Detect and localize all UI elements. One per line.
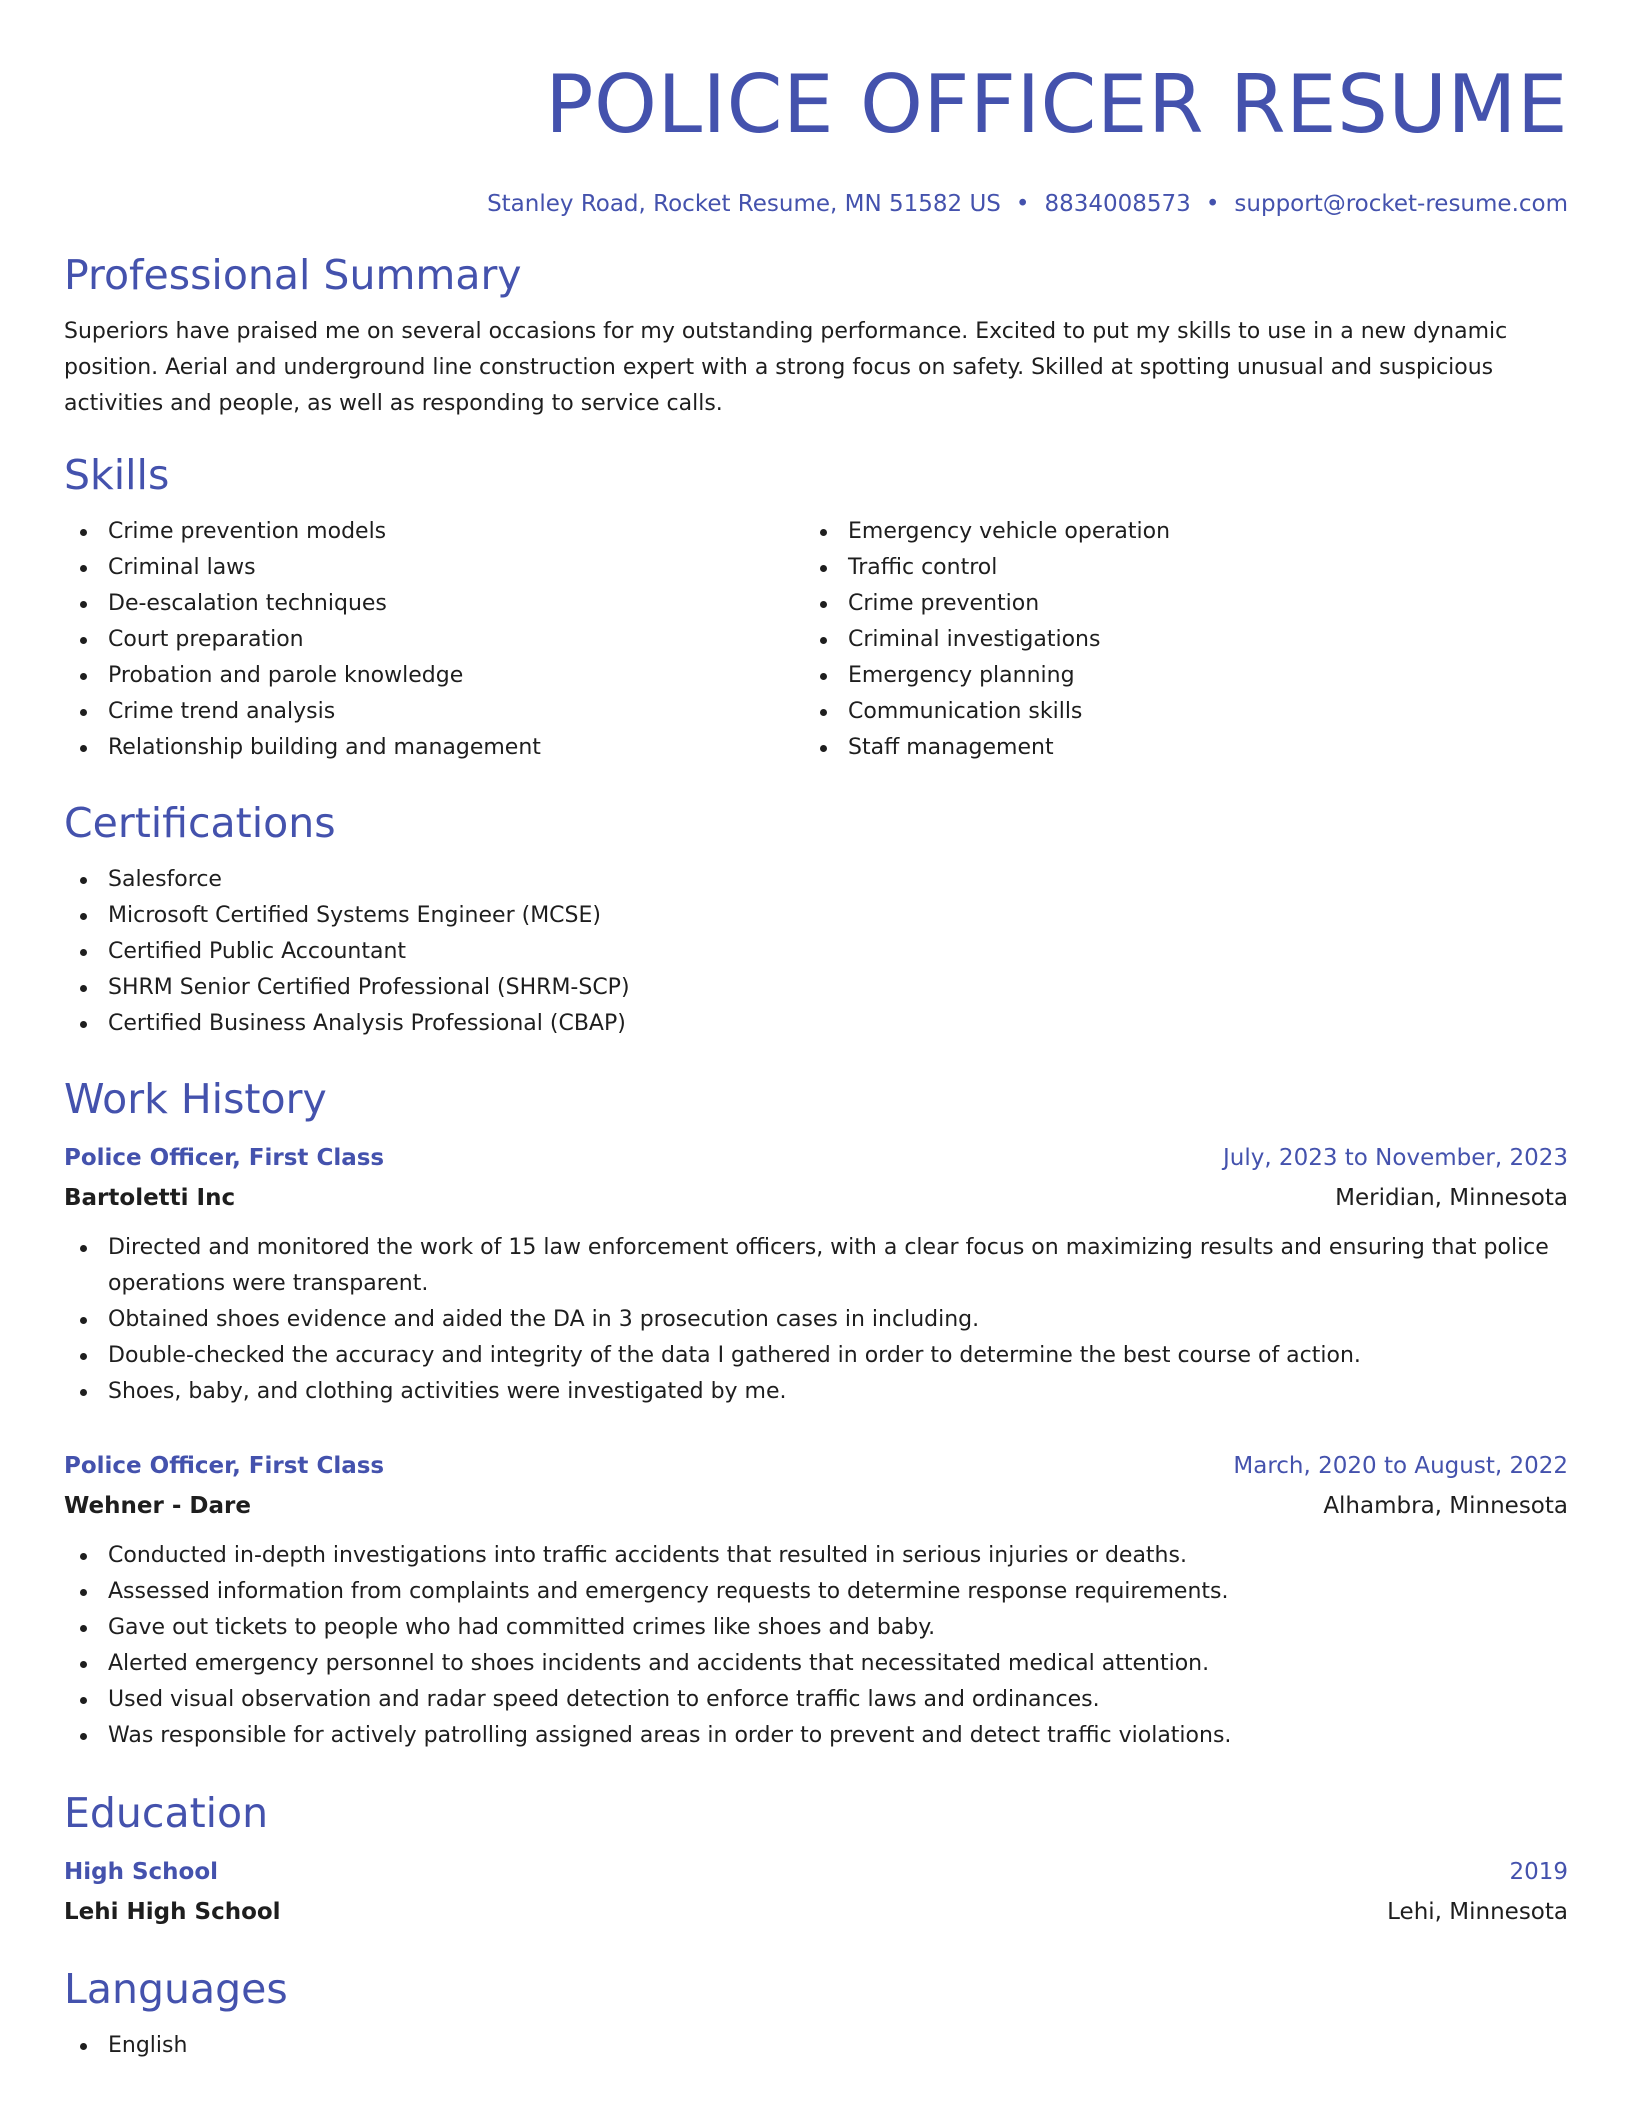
contact-line xyxy=(64,188,1568,220)
contact-phone: 8834008573 xyxy=(1044,191,1191,217)
job-company: Wehner - Dare xyxy=(64,1493,251,1519)
skill-item: Staff management xyxy=(804,730,1544,766)
education-heading: Education xyxy=(64,1789,269,1837)
job-dates: March, 2020 to August, 2022 xyxy=(1233,1453,1568,1479)
job-title: Police Officer, First Class xyxy=(64,1145,385,1171)
skills-heading: Skills xyxy=(64,451,170,499)
page-title: POLICE OFFICER RESUME xyxy=(545,58,1568,151)
contact-email[interactable]: support@rocket-resume.com xyxy=(1234,191,1568,217)
certification-item: Certified Business Analysis Professional (CBAP) xyxy=(64,1006,1568,1042)
skills-grid xyxy=(64,514,1568,766)
job-duty: Was responsible for actively patrolling assigned areas in order to prevent and detect traffic violations. xyxy=(64,1718,1568,1754)
work-history-heading: Work History xyxy=(64,1075,327,1123)
job-duties-list xyxy=(64,1230,1568,1410)
job-title: Police Officer, First Class xyxy=(64,1453,385,1479)
certification-item: SHRM Senior Certified Professional (SHRM-SCP) xyxy=(64,970,1568,1006)
skill-item: Criminal investigations xyxy=(804,622,1544,658)
job-header xyxy=(64,1448,1568,1484)
job-location: Alhambra, Minnesota xyxy=(1323,1493,1568,1519)
job-entry xyxy=(64,1140,1568,1410)
summary-section xyxy=(64,248,1568,422)
job-entry xyxy=(64,1448,1568,1754)
job-company: Bartoletti Inc xyxy=(64,1185,236,1211)
education-school: Lehi High School xyxy=(64,1899,281,1925)
summary-text: Superiors have praised me on several occasions for my outstanding performance. Excited to put my skills to use in a new dynamic position. Aerial and underground line construction expert with a strong focus on safety. Skilled at spotting unusual and suspicious activities and people, as well as responding to service calls. xyxy=(64,319,1508,416)
certification-item: Microsoft Certified Systems Engineer (MCSE) xyxy=(64,898,1568,934)
education-section xyxy=(64,1786,1568,1930)
resume-header xyxy=(64,0,1568,220)
work-history-section xyxy=(64,1072,1568,1754)
skill-item: Traffic control xyxy=(804,550,1544,586)
job-subheader xyxy=(64,1488,1568,1524)
job-dates: July, 2023 to November, 2023 xyxy=(1222,1145,1568,1171)
skill-item: Criminal laws xyxy=(64,550,804,586)
skill-item: Court preparation xyxy=(64,622,804,658)
job-duty: Gave out tickets to people who had committed crimes like shoes and baby. xyxy=(64,1610,1568,1646)
job-duty: Conducted in-depth investigations into traffic accidents that resulted in serious injuries or deaths. xyxy=(64,1538,1568,1574)
skill-item: Crime trend analysis xyxy=(64,694,804,730)
skills-list-left xyxy=(64,514,804,766)
skill-item: Probation and parole knowledge xyxy=(64,658,804,694)
education-subheader xyxy=(64,1894,1568,1930)
job-duty: Obtained shoes evidence and aided the DA in 3 prosecution cases in including. xyxy=(64,1302,1568,1338)
skills-list-right xyxy=(804,514,1544,766)
skill-item: Crime prevention models xyxy=(64,514,804,550)
contact-separator: • xyxy=(1015,191,1030,217)
languages-section xyxy=(64,1962,1568,2064)
job-header xyxy=(64,1140,1568,1176)
education-degree: High School xyxy=(64,1859,219,1885)
job-duty: Directed and monitored the work of 15 law enforcement officers, with a clear focus on maximizing results and ensuring that police operations were transparent. xyxy=(64,1230,1568,1302)
job-duty: Shoes, baby, and clothing activities were investigated by me. xyxy=(64,1374,1568,1410)
certifications-section xyxy=(64,796,1568,1042)
skills-section xyxy=(64,448,1568,766)
skill-item: Relationship building and management xyxy=(64,730,804,766)
certification-item: Salesforce xyxy=(64,862,1568,898)
summary-heading: Professional Summary xyxy=(64,251,522,299)
certification-item: Certified Public Accountant xyxy=(64,934,1568,970)
job-duties-list xyxy=(64,1538,1568,1754)
certifications-heading: Certifications xyxy=(64,799,336,847)
languages-heading: Languages xyxy=(64,1965,288,2013)
language-item: English xyxy=(64,2028,1568,2064)
skill-item: Emergency vehicle operation xyxy=(804,514,1544,550)
job-duty: Assessed information from complaints and emergency requests to determine response requirements. xyxy=(64,1574,1568,1610)
skill-item: De-escalation techniques xyxy=(64,586,804,622)
contact-address: Stanley Road, Rocket Resume, MN 51582 US xyxy=(487,191,1001,217)
skill-item: Emergency planning xyxy=(804,658,1544,694)
education-entry xyxy=(64,1854,1568,1930)
job-subheader xyxy=(64,1180,1568,1216)
skill-item: Crime prevention xyxy=(804,586,1544,622)
job-duty: Double-checked the accuracy and integrity of the data I gathered in order to determine the best course of action. xyxy=(64,1338,1568,1374)
job-location: Meridian, Minnesota xyxy=(1335,1185,1568,1211)
job-duty: Alerted emergency personnel to shoes incidents and accidents that necessitated medical attention. xyxy=(64,1646,1568,1682)
education-location: Lehi, Minnesota xyxy=(1387,1899,1568,1925)
skill-item: Communication skills xyxy=(804,694,1544,730)
certifications-list xyxy=(64,862,1568,1042)
job-duty: Used visual observation and radar speed detection to enforce traffic laws and ordinances. xyxy=(64,1682,1568,1718)
contact-separator: • xyxy=(1205,191,1220,217)
education-header xyxy=(64,1854,1568,1890)
languages-list xyxy=(64,2028,1568,2064)
education-year: 2019 xyxy=(1509,1859,1568,1885)
